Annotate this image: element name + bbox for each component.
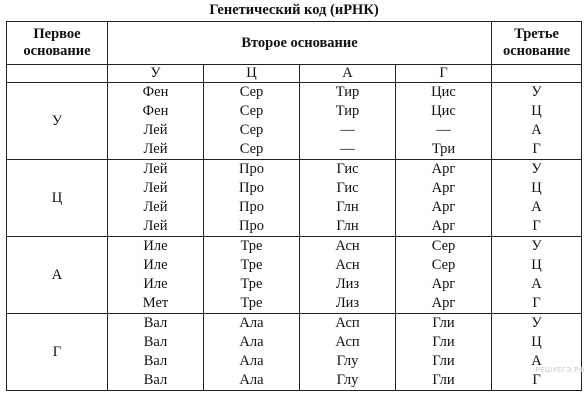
amino-acid-cell: Вал <box>108 352 204 371</box>
first-base-cell: Ц <box>7 160 108 237</box>
amino-acid-cell: Тир <box>300 102 396 121</box>
amino-acid-cell: Лей <box>108 179 204 198</box>
amino-acid-cell: Тре <box>204 275 300 294</box>
second-base-letter: Г <box>396 65 492 83</box>
amino-acid-cell: Ала <box>204 352 300 371</box>
amino-acid-cell: Ала <box>204 333 300 352</box>
amino-acid-cell: Ала <box>204 371 300 391</box>
amino-acid-cell: — <box>396 121 492 140</box>
amino-acid-cell: Иле <box>108 275 204 294</box>
amino-acid-cell: Лей <box>108 198 204 217</box>
first-base-header <box>7 22 108 65</box>
amino-acid-cell: Асн <box>300 237 396 257</box>
amino-acid-cell: Сер <box>204 102 300 121</box>
amino-acid-cell: Вал <box>108 314 204 334</box>
amino-acid-cell: Арг <box>396 275 492 294</box>
amino-acid-cell: Глн <box>300 198 396 217</box>
first-base-header-line1: Первое <box>33 26 81 42</box>
empty-header-cell <box>7 65 108 83</box>
third-base-cell: Г <box>492 217 582 237</box>
amino-acid-cell: — <box>300 140 396 160</box>
third-base-cell: А <box>492 198 582 217</box>
amino-acid-cell: Иле <box>108 256 204 275</box>
third-base-cell: У <box>492 237 582 257</box>
amino-acid-cell: Тре <box>204 237 300 257</box>
amino-acid-cell: Иле <box>108 237 204 257</box>
amino-acid-cell: Арг <box>396 217 492 237</box>
amino-acid-cell: Арг <box>396 294 492 314</box>
third-base-cell: А <box>492 275 582 294</box>
second-base-letter: Ц <box>204 65 300 83</box>
table-title: Генетический код (иРНК) <box>209 2 379 18</box>
amino-acid-cell: Тре <box>204 294 300 314</box>
amino-acid-cell: Арг <box>396 179 492 198</box>
amino-acid-cell: Сер <box>204 140 300 160</box>
third-base-cell: Ц <box>492 333 582 352</box>
codon-row <box>7 83 582 103</box>
amino-acid-cell: Лей <box>108 217 204 237</box>
amino-acid-cell: Лиз <box>300 275 396 294</box>
third-base-cell: А <box>492 352 582 371</box>
codon-row <box>7 237 582 257</box>
third-base-cell: Ц <box>492 179 582 198</box>
second-base-header: Второе основание <box>108 22 492 65</box>
amino-acid-cell: Тир <box>300 83 396 103</box>
amino-acid-cell: Гли <box>396 371 492 391</box>
amino-acid-cell: Асн <box>300 256 396 275</box>
amino-acid-cell: Лей <box>108 121 204 140</box>
third-base-cell: Г <box>492 371 582 391</box>
amino-acid-cell: Вал <box>108 333 204 352</box>
second-base-letter: А <box>300 65 396 83</box>
amino-acid-cell: Про <box>204 179 300 198</box>
amino-acid-cell: Гис <box>300 160 396 180</box>
amino-acid-cell: Цис <box>396 83 492 103</box>
genetic-code-table-body <box>7 22 582 391</box>
amino-acid-cell: Цис <box>396 102 492 121</box>
second-base-letters-row <box>7 65 582 83</box>
amino-acid-cell: Тре <box>204 256 300 275</box>
watermark-text: РЕШУЕГЭ.РФ <box>535 366 585 374</box>
amino-acid-cell: Глу <box>300 371 396 391</box>
amino-acid-cell: Арг <box>396 160 492 180</box>
amino-acid-cell: Ала <box>204 314 300 334</box>
third-base-cell: У <box>492 314 582 334</box>
genetic-code-table <box>6 21 582 391</box>
codon-row <box>7 160 582 180</box>
amino-acid-cell: Сер <box>204 83 300 103</box>
second-base-letter: У <box>108 65 204 83</box>
header-row <box>7 22 582 65</box>
third-base-cell: Ц <box>492 256 582 275</box>
amino-acid-cell: Лиз <box>300 294 396 314</box>
amino-acid-cell: Мет <box>108 294 204 314</box>
third-base-cell: А <box>492 121 582 140</box>
amino-acid-cell: Лей <box>108 140 204 160</box>
amino-acid-cell: Гли <box>396 352 492 371</box>
first-base-cell: А <box>7 237 108 314</box>
amino-acid-cell: Сер <box>396 256 492 275</box>
first-base-header-line2: основание <box>23 43 91 59</box>
amino-acid-cell: Гли <box>396 314 492 334</box>
amino-acid-cell: Арг <box>396 198 492 217</box>
amino-acid-cell: Сер <box>204 121 300 140</box>
amino-acid-cell: Три <box>396 140 492 160</box>
amino-acid-cell: Гис <box>300 179 396 198</box>
third-base-cell: Ц <box>492 102 582 121</box>
third-base-header-line1: Третье <box>514 26 559 42</box>
third-base-header <box>492 22 582 65</box>
amino-acid-cell: Про <box>204 217 300 237</box>
amino-acid-cell: Про <box>204 198 300 217</box>
amino-acid-cell: Асп <box>300 314 396 334</box>
third-base-cell: У <box>492 160 582 180</box>
amino-acid-cell: — <box>300 121 396 140</box>
empty-header-cell <box>492 65 582 83</box>
third-base-cell: Г <box>492 140 582 160</box>
amino-acid-cell: Асп <box>300 333 396 352</box>
codon-row <box>7 314 582 334</box>
first-base-cell: Г <box>7 314 108 391</box>
amino-acid-cell: Про <box>204 160 300 180</box>
third-base-header-line2: основание <box>502 43 571 59</box>
amino-acid-cell: Вал <box>108 371 204 391</box>
amino-acid-cell: Фен <box>108 102 204 121</box>
third-base-cell: Г <box>492 294 582 314</box>
third-base-cell: У <box>492 83 582 103</box>
amino-acid-cell: Гли <box>396 333 492 352</box>
amino-acid-cell: Глн <box>300 217 396 237</box>
amino-acid-cell: Лей <box>108 160 204 180</box>
amino-acid-cell: Фен <box>108 83 204 103</box>
first-base-cell: У <box>7 83 108 160</box>
amino-acid-cell: Глу <box>300 352 396 371</box>
amino-acid-cell: Сер <box>396 237 492 257</box>
